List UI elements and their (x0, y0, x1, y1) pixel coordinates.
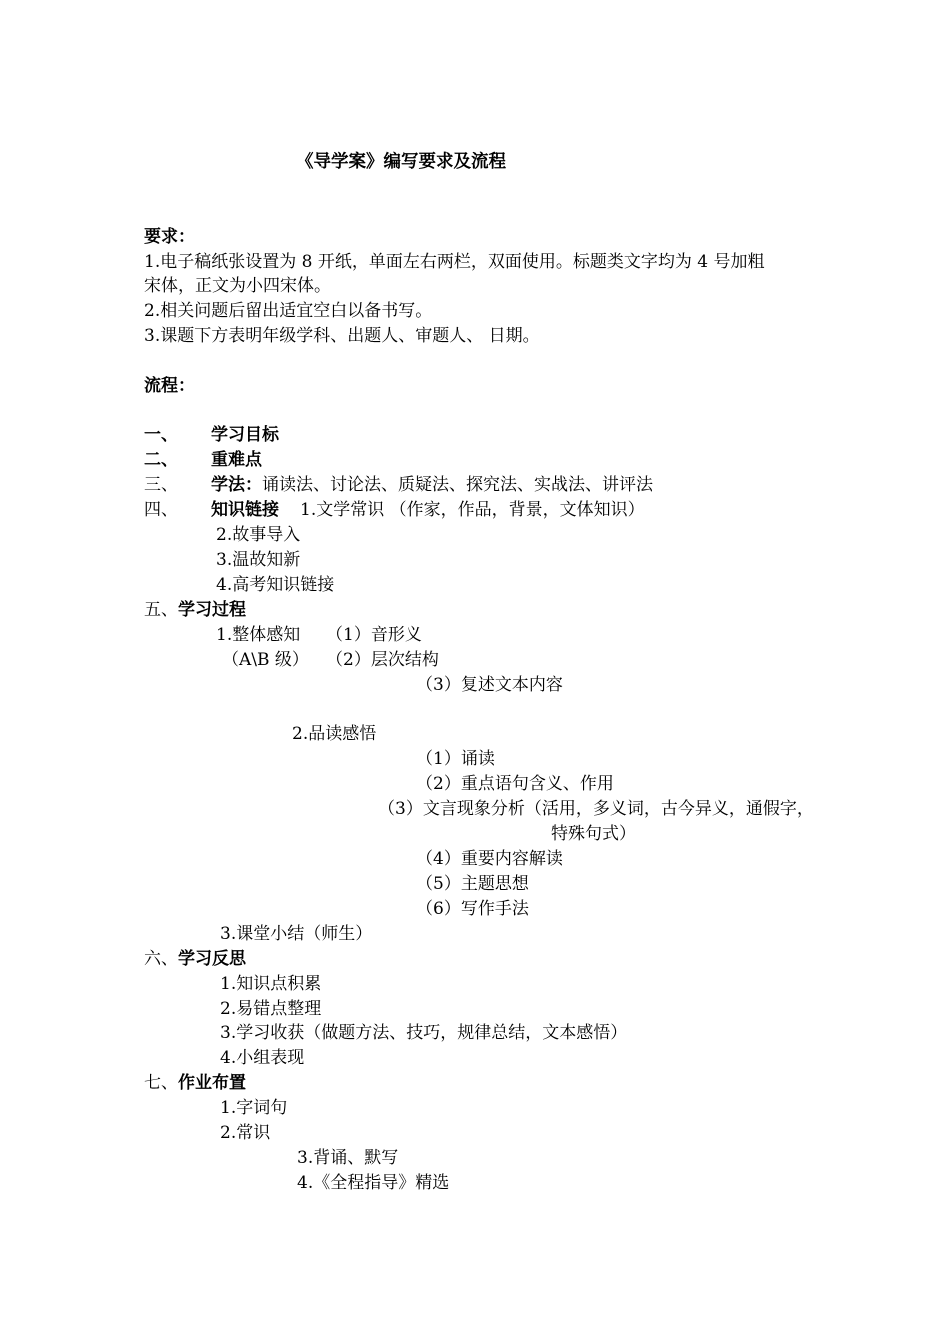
section-5-level: （A\B 级） (222, 650, 309, 670)
section-5-part-1: 1.整体感知 (216, 625, 301, 645)
section-7-item-2: 2.常识 (220, 1123, 271, 1143)
section-6-number: 六、 (144, 949, 178, 969)
section-7-row (144, 1072, 246, 1094)
section-5-part-2e: （5）主题思想 (416, 874, 529, 894)
section-3-row (211, 474, 653, 496)
section-4-item-4: 4.高考知识链接 (216, 575, 335, 595)
section-5-part-2d: （4）重要内容解读 (416, 849, 563, 869)
section-5-part-1c: （3）复述文本内容 (416, 675, 563, 695)
section-4-item-3: 3.温故知新 (216, 550, 301, 570)
section-7-item-1: 1.字词句 (220, 1098, 288, 1118)
section-4-label: 知识链接 (211, 500, 279, 520)
section-4-item-1: 1.文学常识 （作家，作品，背景，文体知识） (300, 500, 645, 520)
section-6-item-3: 3.学习收获（做题方法、技巧，规律总结，文本感悟） (220, 1023, 628, 1043)
section-7-item-3: 3.背诵、默写 (297, 1148, 399, 1168)
section-6-item-4: 4.小组表现 (220, 1048, 305, 1068)
section-3-text: 诵读法、讨论法、质疑法、探究法、实战法、讲评法 (262, 475, 653, 495)
section-7-number: 七、 (144, 1073, 178, 1093)
section-5-part-2a: （1）诵读 (416, 749, 495, 769)
section-2-number: 二、 (144, 450, 178, 470)
section-5-part-1b: （2）层次结构 (326, 650, 439, 670)
section-7-item-4: 4.《全程指导》精选 (297, 1173, 450, 1193)
section-5-number: 五、 (144, 600, 178, 620)
requirement-1-line-2: 宋体，正文为小四宋体。 (144, 276, 331, 296)
section-5-part-2c-line-1: （3）文言现象分析（活用，多义词，古今异义，通假字， (378, 799, 814, 819)
section-4-number: 四、 (144, 500, 178, 520)
section-3-label: 学法： (211, 475, 262, 495)
page-title: 《导学案》编写要求及流程 (296, 152, 506, 172)
process-heading: 流程： (144, 376, 195, 396)
section-4-item-2: 2.故事导入 (216, 525, 301, 545)
section-5-part-2f: （6）写作手法 (416, 899, 529, 919)
section-6-row (144, 948, 246, 970)
section-5-part-2: 2.品读感悟 (292, 724, 377, 744)
requirements-heading: 要求： (144, 227, 195, 247)
section-5-part-2b: （2）重点语句含义、作用 (416, 774, 614, 794)
section-6-item-2: 2.易错点整理 (220, 999, 322, 1019)
section-1-label: 学习目标 (211, 425, 279, 445)
section-3-number: 三、 (144, 475, 178, 495)
section-6-item-1: 1.知识点积累 (220, 974, 322, 994)
section-7-label: 作业布置 (178, 1073, 246, 1093)
section-5-part-1a: （1）音形义 (326, 625, 422, 645)
section-5-label: 学习过程 (178, 600, 246, 620)
section-5-row (144, 599, 246, 621)
requirement-2: 2.相关问题后留出适宜空白以备书写。 (144, 301, 433, 321)
requirement-3: 3.课题下方表明年级学科、出题人、审题人、 日期。 (144, 326, 540, 346)
section-5-part-2c-line-2: 特殊句式） (551, 824, 636, 844)
section-6-label: 学习反思 (178, 949, 246, 969)
section-5-part-3: 3.课堂小结（师生） (220, 924, 373, 944)
requirement-1-line-1: 1.电子稿纸张设置为 8 开纸，单面左右两栏，双面使用。标题类文字均为 4 号加粗 (144, 252, 765, 272)
section-1-number: 一、 (144, 425, 178, 445)
section-2-label: 重难点 (211, 450, 262, 470)
